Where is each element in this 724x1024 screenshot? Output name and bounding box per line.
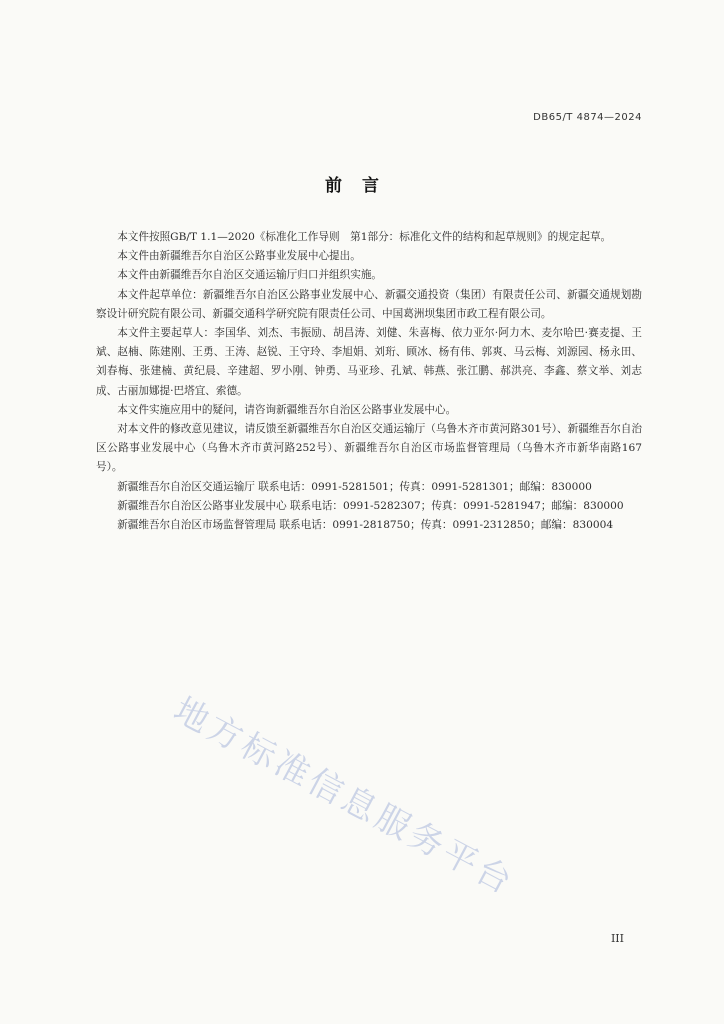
contact-transport-department: 新疆维吾尔自治区交通运输厅 联系电话：0991-5281501；传真：0991-5281301；邮编：830000 xyxy=(117,480,592,493)
foreword-body xyxy=(96,228,642,535)
paragraph-drafters: 本文件主要起草人：李国华、刘杰、韦振励、胡昌涛、刘健、朱喜梅、依力亚尔·阿力木、麦尔哈巴·赛麦提、王斌、赵楠、陈建刚、王勇、王涛、赵锐、王守玲、李旭娟、刘珩、顾冰、杨有伟、郭爽、马云梅、刘源园、杨永田、刘春梅、张建楠、黄纪晨、辛建超、罗小刚、钟勇、马亚珍、孔斌、韩燕、张江鹏、郝洪亮、李鑫、蔡文举、刘志成、古丽加娜提·巴塔宜、索德。 xyxy=(96,327,642,397)
paragraph-inquiries: 本文件实施应用中的疑问，请咨询新疆维吾尔自治区公路事业发展中心。 xyxy=(117,403,457,416)
paragraph-administrator: 本文件由新疆维吾尔自治区交通运输厅归口并组织实施。 xyxy=(117,269,383,282)
contact-market-supervision: 新疆维吾尔自治区市场监督管理局 联系电话：0991-2818750；传真：0991-2312850；邮编：830004 xyxy=(117,519,614,532)
paragraph-drafting-units: 本文件起草单位：新疆维吾尔自治区公路事业发展中心、新疆交通投资（集团）有限责任公司、新疆交通规划勘察设计研究院有限公司、新疆交通科学研究院有限责任公司、中国葛洲坝集团市政工程有限公司。 xyxy=(96,288,642,320)
paragraph-drafting-rules: 本文件按照GB/T 1.1—2020《标准化工作导则 第1部分：标准化文件的结构和起草规则》的规定起草。 xyxy=(117,231,612,243)
standard-code: DB65/T 4874—2024 xyxy=(533,112,642,123)
contact-highway-center: 新疆维吾尔自治区公路事业发展中心 联系电话：0991-5282307；传真：0991-5281947；邮编：830000 xyxy=(117,499,624,512)
contact-list xyxy=(96,478,642,536)
paragraph-feedback: 对本文件的修改意见建议，请反馈至新疆维吾尔自治区交通运输厅（乌鲁木齐市黄河路301号）、新疆维吾尔自治区公路事业发展中心（乌鲁木齐市黄河路252号）、新疆维吾尔自治区市场监督管理局（乌鲁木齐市新华南路167号）。 xyxy=(96,423,642,474)
paragraph-proposer: 本文件由新疆维吾尔自治区公路事业发展中心提出。 xyxy=(117,250,361,263)
page-title: 前言 xyxy=(325,176,399,196)
page-number: III xyxy=(610,932,624,945)
watermark: 地方标准信息服务平台 xyxy=(166,689,522,904)
